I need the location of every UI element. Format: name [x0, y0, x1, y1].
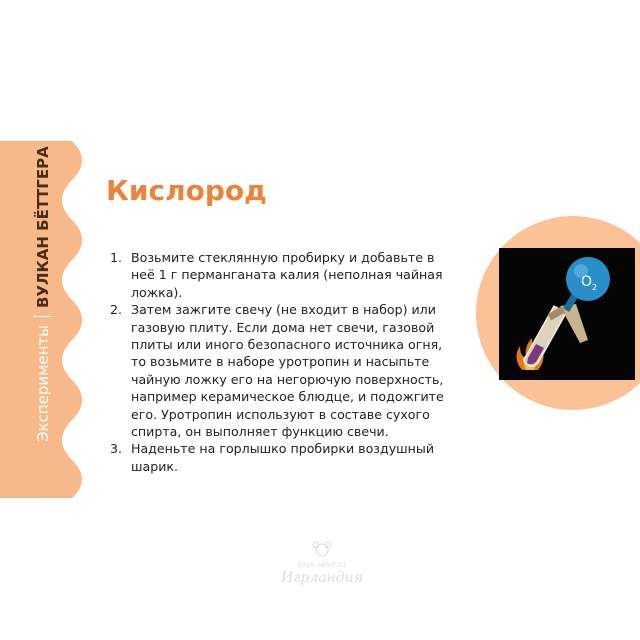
step-text: Наденьте на горлышко пробирки воздушный шарик.: [131, 441, 435, 474]
watermark-icon: [313, 542, 331, 556]
balloon-label-sub: 2: [592, 283, 598, 292]
step-number: 3.: [110, 441, 123, 457]
watermark-brand: Игрландия: [281, 570, 363, 586]
experiment-label: ВУЛКАН БЁТТГЕРА: [34, 146, 52, 308]
category-label: Эксперименты: [34, 324, 52, 442]
step-number: 2.: [110, 302, 123, 318]
step-item: [108, 301, 458, 440]
watermark-logo: [262, 540, 382, 590]
page-title: Кислород: [106, 174, 267, 207]
step-text: Затем зажгите свечу (не входит в набор) или газовую плиту. Если дома нет свечи, газовой плиты или иного безопасного источника огня, то возьмите в наборе уротропин и насыпьте чайную ложку его на негорючую поверхность, например керамическое блюдце, и подожгите его. Уротропин используют в составе сухого спирта, он выполняет функцию свечи.: [131, 302, 444, 440]
steps-list: [108, 249, 458, 475]
step-number: 1.: [110, 250, 123, 265]
balloon-label: O: [581, 274, 593, 290]
step-item: [108, 440, 458, 475]
experiment-illustration: [476, 210, 640, 416]
step-text: Возьмите стеклянную пробирку и добавьте в неё 1 г перманганата калия (неполная чайная ложка).: [131, 250, 443, 300]
step-item: [108, 249, 458, 301]
vertical-caption: [30, 102, 56, 442]
caption-divider: [33, 316, 51, 317]
watermark-url: toys-land.ru: [298, 560, 346, 569]
